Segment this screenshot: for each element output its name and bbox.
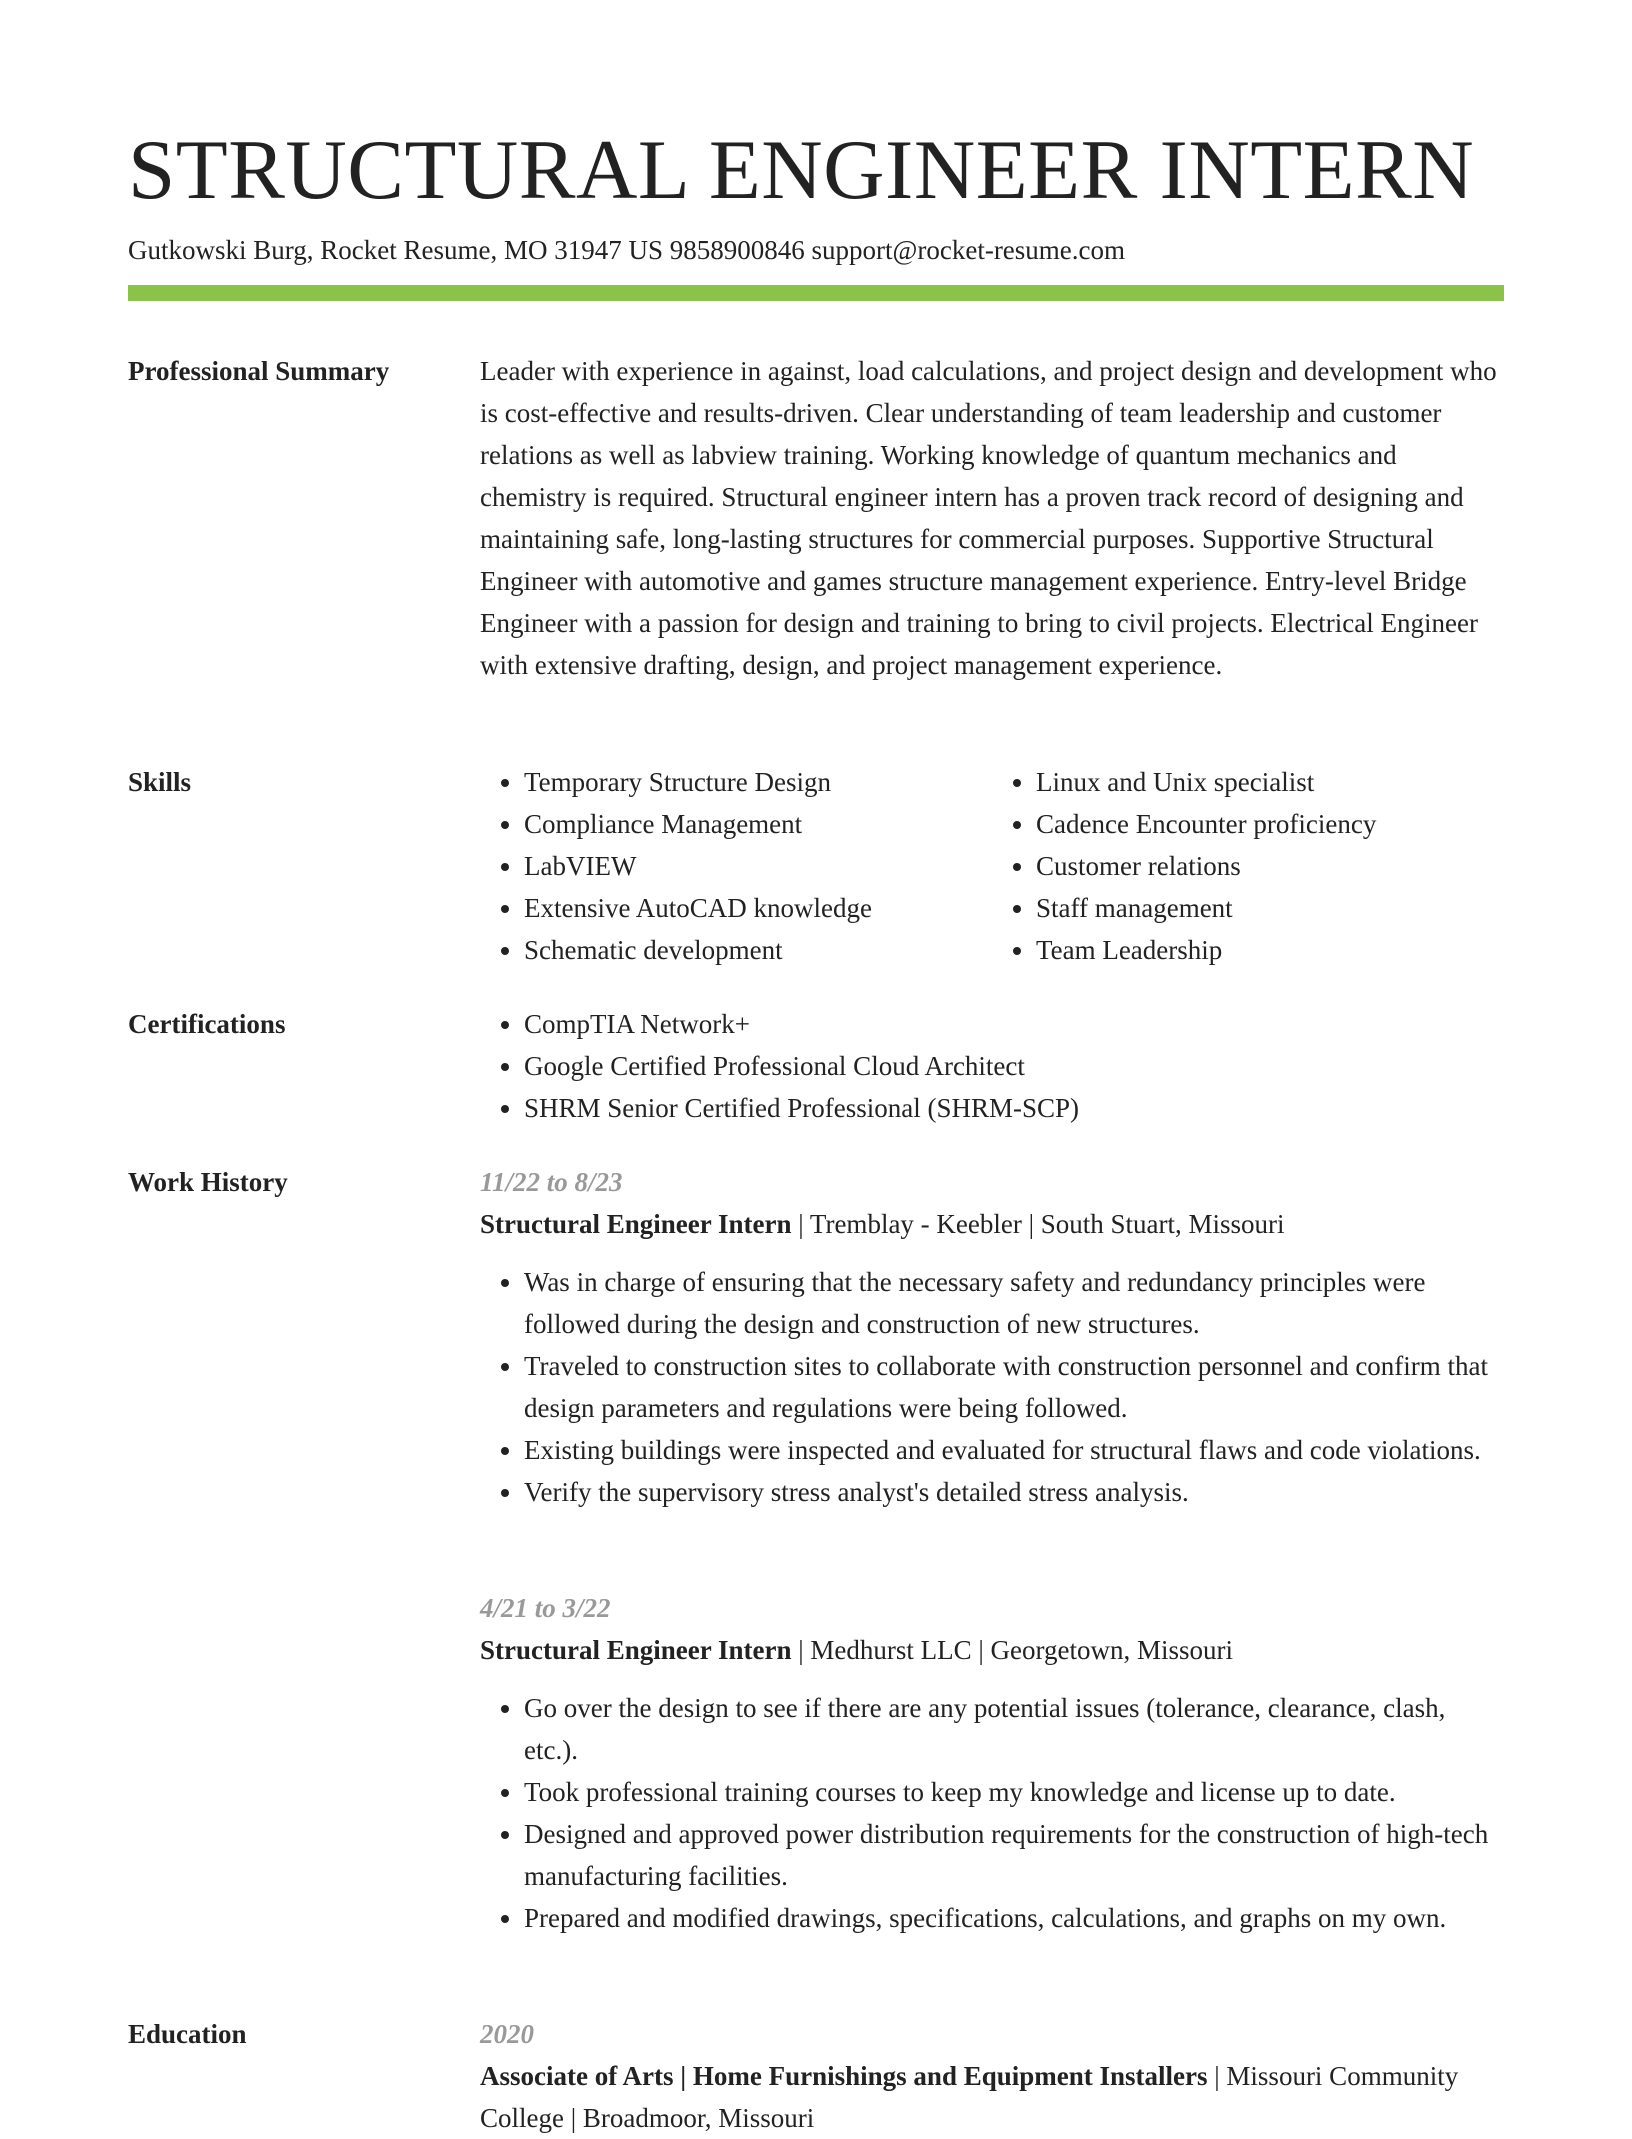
certifications-list xyxy=(480,1003,1504,1129)
skill-item: • Extensive AutoCAD knowledge xyxy=(524,887,992,929)
job-details: | Tremblay - Keebler | South Stuart, Missouri xyxy=(791,1209,1285,1239)
skills-list-left xyxy=(480,761,992,971)
skill-item: • Temporary Structure Design xyxy=(524,761,992,803)
work-history-content xyxy=(480,1161,1504,1513)
skill-item: • Linux and Unix specialist xyxy=(1036,761,1504,803)
contact-info: Gutkowski Burg, Rocket Resume, MO 31947 US 9858900846 support@rocket-resume.com xyxy=(128,235,1126,265)
job-heading xyxy=(480,1629,1504,1671)
summary-content xyxy=(480,350,1504,686)
job-heading xyxy=(480,1203,1504,1245)
job-dates: 11/22 to 8/23 xyxy=(480,1167,623,1197)
skill-item: • Schematic development xyxy=(524,929,992,971)
job-bullet: • Traveled to construction sites to collaborate with construction personnel and confirm that design parameters and regulations were being followed. xyxy=(524,1345,1504,1429)
summary-text: Leader with experience in against, load calculations, and project design and development who is cost-effective and results-driven. Clear understanding of team leadership and customer relations as well as labview training. Working knowledge of quantum mechanics and chemistry is required. Structural engineer intern has a proven track record of designing and maintaining safe, long-lasting structures for commercial purposes. Supportive Structural Engineer with automotive and games structure management experience. Entry-level Bridge Engineer with a passion for design and training to bring to civil projects. Electrical Engineer with extensive drafting, design, and project management experience. xyxy=(480,356,1497,680)
skill-item: • Compliance Management xyxy=(524,803,992,845)
job-bullet: • Took professional training courses to keep my knowledge and license up to date. xyxy=(524,1771,1504,1813)
job-entry xyxy=(480,1587,1504,1939)
section-label-work-history: Work History xyxy=(128,1167,288,1197)
job-dates: 4/21 to 3/22 xyxy=(480,1593,611,1623)
job-bullets xyxy=(480,1261,1504,1513)
section-label-skills: Skills xyxy=(128,767,192,797)
job-bullet: • Verify the supervisory stress analyst's detailed stress analysis. xyxy=(524,1471,1504,1513)
certification-item: • Google Certified Professional Cloud Architect xyxy=(524,1045,1504,1087)
skill-item: • Team Leadership xyxy=(1036,929,1504,971)
job-bullets xyxy=(480,1687,1504,1939)
skills-columns xyxy=(480,761,1504,971)
section-label-summary: Professional Summary xyxy=(128,356,390,386)
section-label-education: Education xyxy=(128,2019,247,2049)
work-history-content-2 xyxy=(480,1587,1504,1939)
certifications-content xyxy=(480,1003,1504,1129)
education-degree: Associate of Arts | Home Furnishings and Equipment Installers xyxy=(480,2061,1208,2091)
job-bullet: • Go over the design to see if there are any potential issues (tolerance, clearance, clash, etc.). xyxy=(524,1687,1504,1771)
section-label-certifications: Certifications xyxy=(128,1009,286,1039)
education-date: 2020 xyxy=(480,2019,534,2049)
certification-item: • CompTIA Network+ xyxy=(524,1003,1504,1045)
education-content xyxy=(480,2013,1504,2139)
education-school: | Missouri Community College | Broadmoor, Missouri xyxy=(480,2061,1459,2133)
job-bullet: • Was in charge of ensuring that the necessary safety and redundancy principles were followed during the design and construction of new structures. xyxy=(524,1261,1504,1345)
skill-item: • Customer relations xyxy=(1036,845,1504,887)
job-bullet: • Existing buildings were inspected and evaluated for structural flaws and code violations. xyxy=(524,1429,1504,1471)
skill-item: • Staff management xyxy=(1036,887,1504,929)
education-heading xyxy=(480,2055,1504,2139)
certification-item: • SHRM Senior Certified Professional (SHRM-SCP) xyxy=(524,1087,1504,1129)
job-bullet: • Designed and approved power distribution requirements for the construction of high-tech manufacturing facilities. xyxy=(524,1813,1504,1897)
resume-title: STRUCTURAL ENGINEER INTERN xyxy=(128,123,1475,217)
skill-item: • LabVIEW xyxy=(524,845,992,887)
job-title: Structural Engineer Intern xyxy=(480,1209,792,1239)
job-entry xyxy=(480,1161,1504,1513)
resume-header xyxy=(128,118,1504,268)
skills-list-right xyxy=(992,761,1504,971)
job-title: Structural Engineer Intern xyxy=(480,1635,792,1665)
job-details: | Medhurst LLC | Georgetown, Missouri xyxy=(791,1635,1234,1665)
skill-item: • Cadence Encounter proficiency xyxy=(1036,803,1504,845)
job-bullet: • Prepared and modified drawings, specifications, calculations, and graphs on my own. xyxy=(524,1897,1504,1939)
accent-divider xyxy=(128,285,1504,301)
